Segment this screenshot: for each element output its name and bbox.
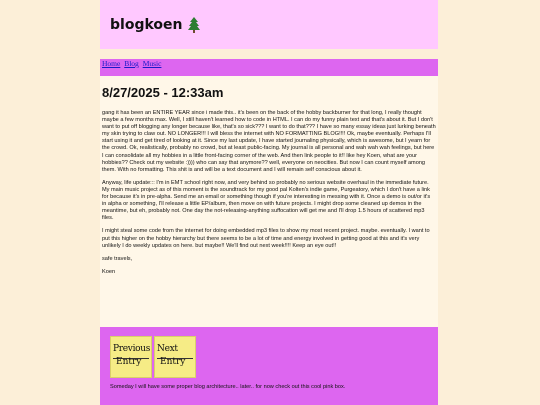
nav-link-blog[interactable]: Blog [124,59,139,68]
post-paragraph: Anyway, life update::: I'm in EMT school right now, and very behind so probably no serious website overhaul in the immediate future. My main music project as of this moment is the soundtrack for my good pal Kolten's indie game, Purgeatory, which I don't have a link for because it's in pre-alpha. Send me an email or something though if you're interesting in messing with it. Once a demo is out/or it's in alpha or something, I'll release a little EP/album, then move on with future projects. I might drop some cleaned up demos in the meantime, but eh, probably not. One day the not-releasing-anything suffocation will get me and I'll drop 1.5 hours of scattered mp3 files. [102,179,431,222]
nav-bar [100,59,438,76]
nav-link-home[interactable]: Home [102,59,121,68]
blog-post [100,76,438,327]
post-author: Koen [102,268,116,275]
next-entry-button[interactable] [154,336,196,378]
previous-entry-sublabel: Entry [116,357,142,367]
next-entry-label: Next [157,344,178,354]
post-date: 8/27/2025 - 12:33am [102,85,224,100]
post-paragraph: I might steal some code from the internet for doing embedded mp3 files to show my most recent project. maybe. eventually. I want to put this higher on the hobby hierarchy but there seems to be a lot of time and energy involved in getting good at this and it's very unlikely I do weekly updates on here. but maybe!! We'll find out next week!!!! Keep an eye out!! [102,228,430,249]
post-paragraph: gang it has been an ENTIRE YEAR since i made this.. it's been on the back of the hobby backburner for that long, I really thought maybe a few months max. Well, I still haven't learned how to code in HTML. I can do my funny plain text and that's about it. But I don't want to put off blogging any longer because like, that's so sick??? I want to do that??? I have so many essay ideas just lurking beneath my skin trying to claw out. NO LONGER!!! I will bless the internet with NO FORMATTING BLOG!!!! Ok, maybe eventually. Perhaps I'll start using it and get tired of looking at it. Since my last update, I have started journaling physically, which is awesome, but I yearn for the crowd. Ok, realistically, probably no crowd, but at least public-facing. My journal is all personal and wah wah wah feelings, but here I can consolidate all my hobbies in a little front-facing corner of the web. And then link people to it!! like hey Koen, what are your hobbies?? Check out my website :)))) who can say that anymore?? well, everyone on neocities. But now I can count myself among them. With no formatting. This shit is and will be a text document and I will remain self conscious about it. [102,110,436,173]
site-header [100,0,438,49]
previous-entry-label: Previous [113,344,151,354]
site-title: blogkoen [110,16,183,33]
post-signoff: safe travels, [102,255,133,262]
entry-navigation [110,336,428,378]
footer-box [100,327,438,405]
tree-icon [187,17,201,33]
footer-note: Someday I will have some proper blog architecture.. later.. for now check out this cool pink box. [110,384,346,390]
previous-entry-button[interactable] [110,336,152,378]
nav-link-music[interactable]: Music [142,59,162,68]
next-entry-sublabel: Entry [160,357,186,367]
